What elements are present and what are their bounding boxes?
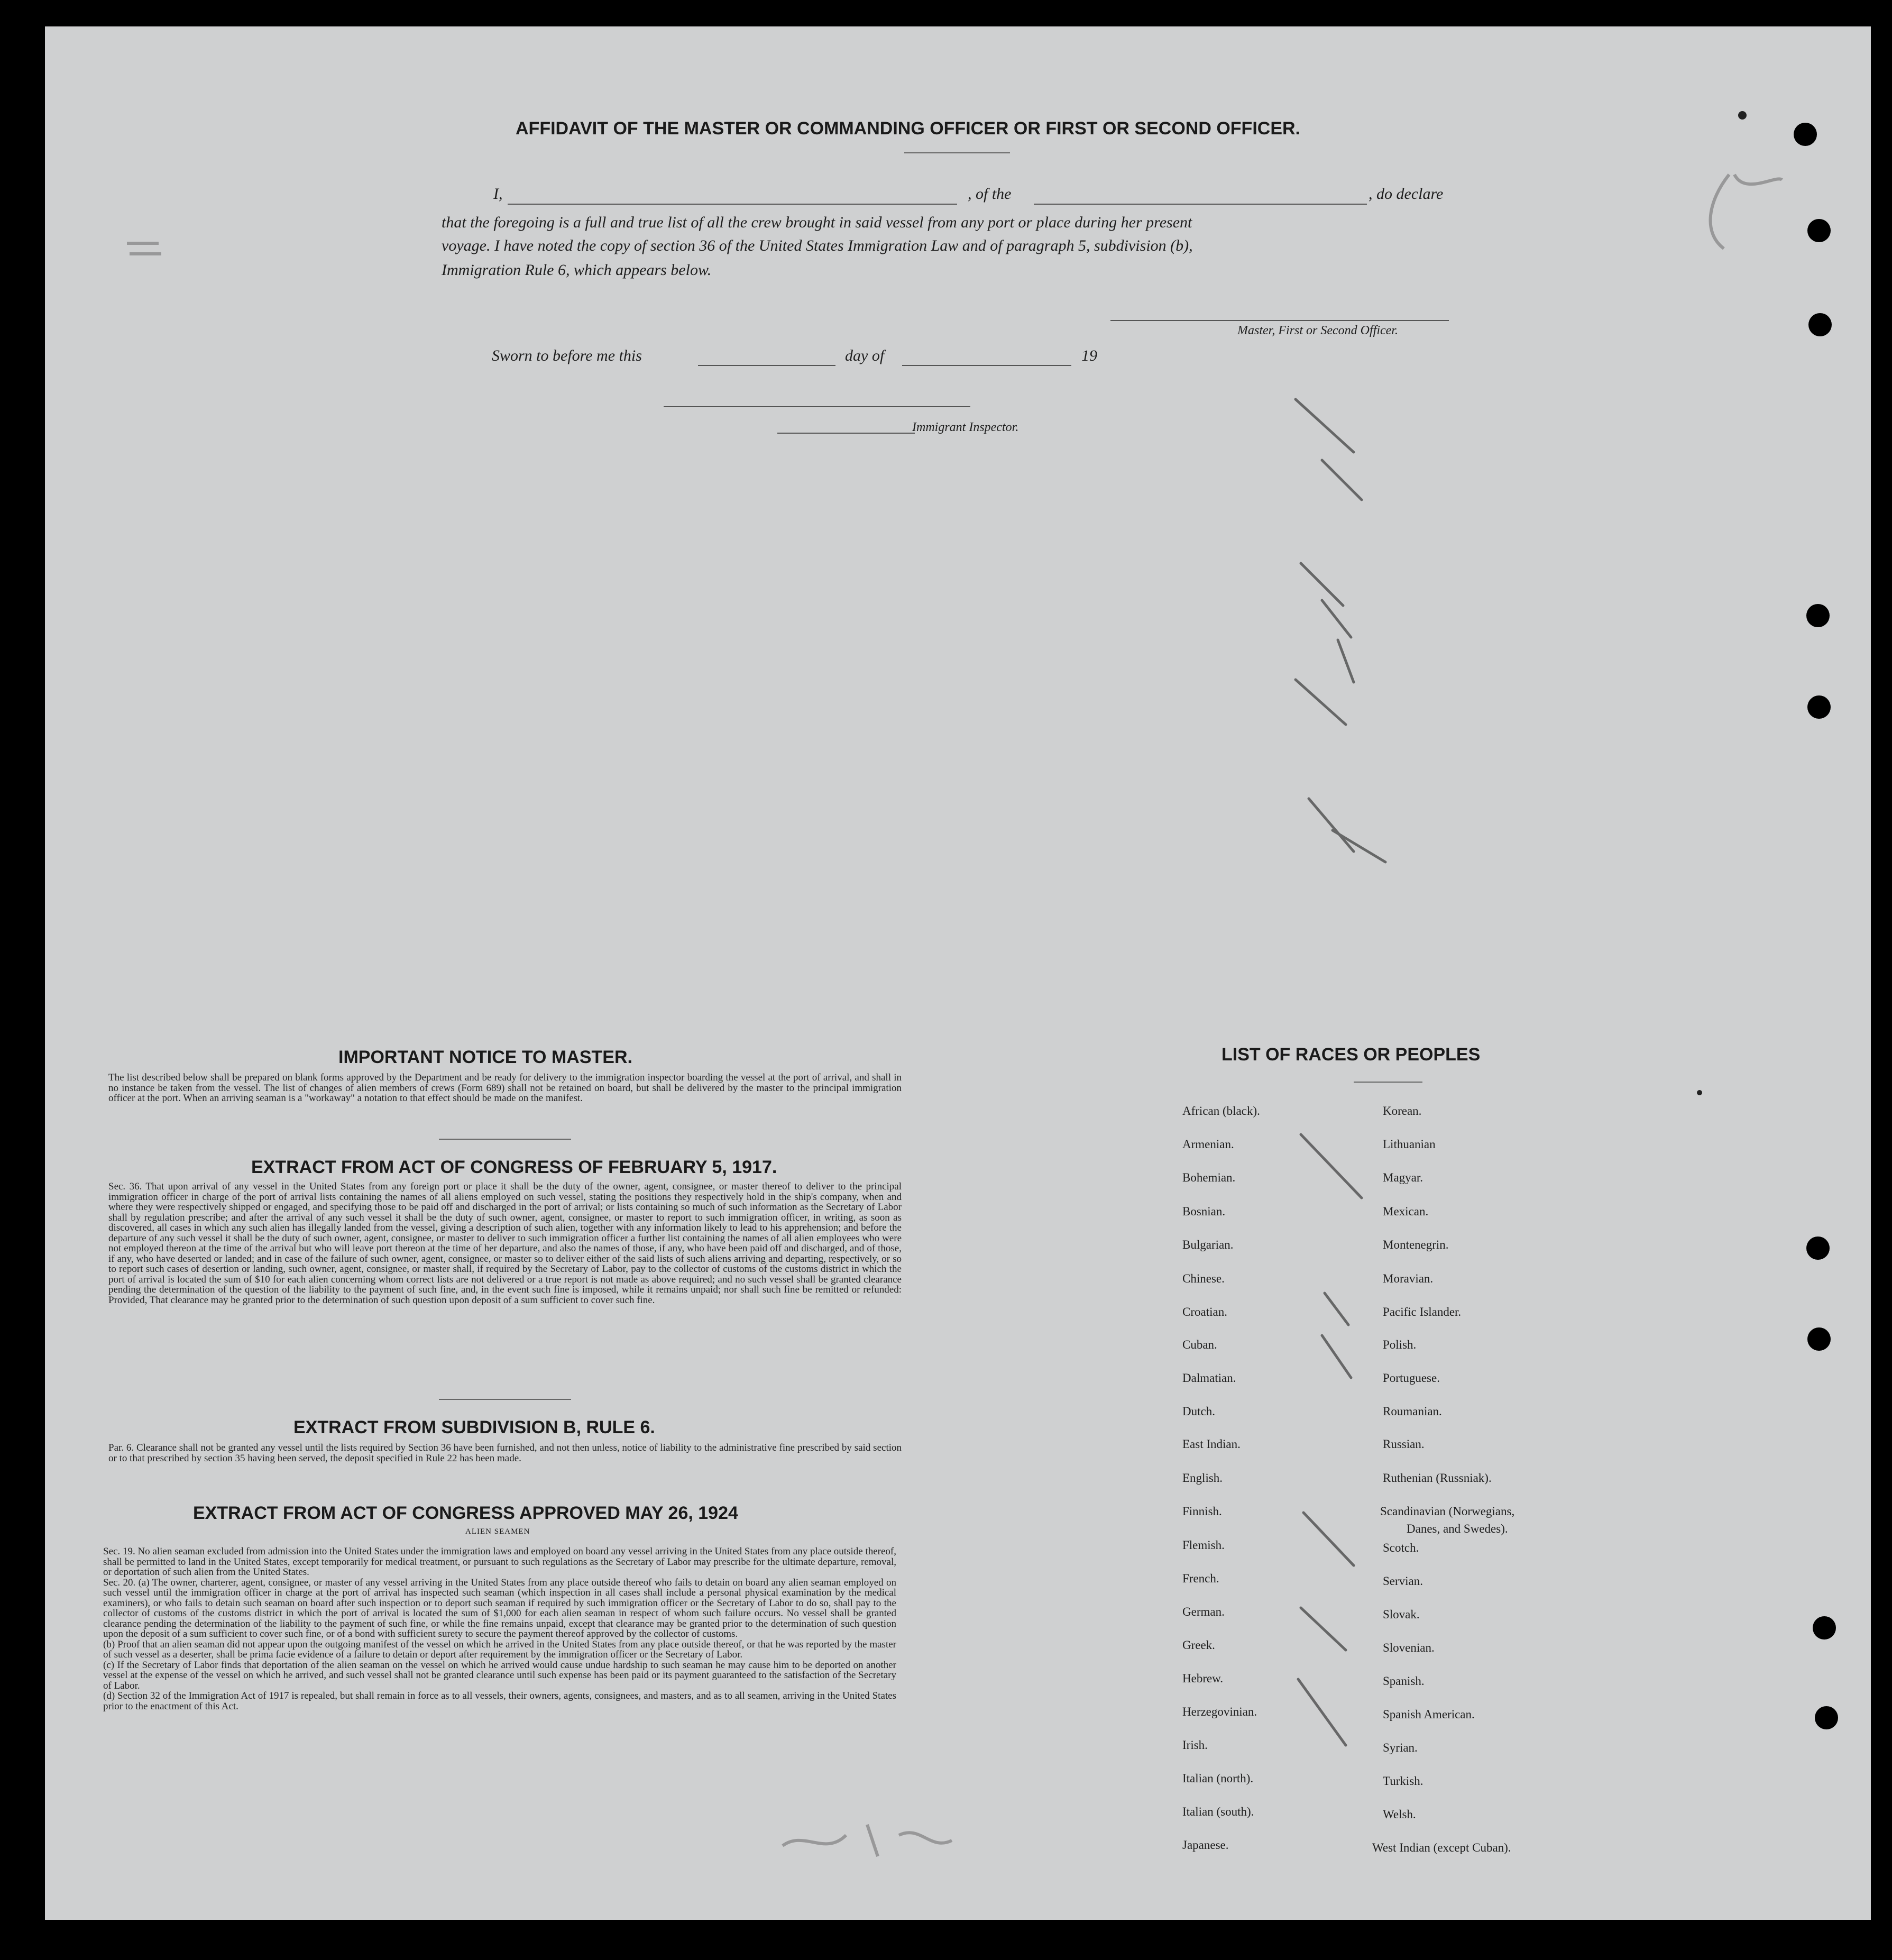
race-left-item: Dalmatian. — [1182, 1371, 1236, 1385]
race-left-item: Dutch. — [1182, 1405, 1215, 1418]
notice-text: The list described below shall be prepared on blank forms approved by the Department and be ready for delivery to the immigration inspector boarding the vessel at the port of arrival, and shall in no instance be taken from the vessel. The list of changes of alien members of crews (Form 689) shall not be retained on board, but shall be delivered by the master to the principal immigration officer at the port. When an arriving seaman is a "workaway" a notation to that effect should be made on the manifest. — [108, 1072, 902, 1104]
extract-1924-text: Sec. 19. No alien seaman excluded from admission into the United States under the immigration laws and employed on board any vessel arriving in the United States from any place outside thereof, shall be permitted to land in the United States, except temporarily for medical treatment, or pursuant to such regulations as the Secretary of Labor may prescribe for the ultimate departure, removal, or deportation of such alien from the United States. Sec. 20. (a) The owner, charterer, agent, consignee, or master of any vessel arriving in the United States from any place outside thereof who fails to detain on board any alien seaman employed on such vessel until the immigration officer in charge at the port of arrival has inspected such seaman (which inspection in all cases shall include a personal physical examination by the medical examiners), or who fails to detain such seaman on board after such inspection or to deport such seaman if required by such immigration officer or the Secretary of Labor to do so, shall pay to the collector of customs of the customs district in which the port of arrival is located the sum of $1,000 for each alien seaman in respect of whom such failure occurs. No vessel shall be granted clearance pending the determination of the liability to the payment of such fine, or while the fine remains unpaid, except that clearance may be granted prior to the determination of such question upon the deposit of a sum sufficient to cover such fine, or of a bond with sufficient surety to secure the payment thereof approved by the collector of customs. (b) Proof that an alien seaman did not appear upon the outgoing manifest of the vessel on which he arrived in the United States from any place outside thereof, or that he was reported by the master of such vessel as a deserter, shall be prima facie evidence of a failure to detain or deport after requirement by the immigration officer or the Secretary of Labor. (c) If the Secretary of Labor finds that deportation of the alien seaman on the vessel on which he arrived would cause undue hardship to such seaman he may cause him to be deported on another vessel at the expense of the vessel on which he arrived, and such vessel shall not be granted clearance until such expense has been paid or its payment guaranteed to the satisfaction of the Secretary of Labor. (d) Section 32 of the Immigration Act of 1917 is repealed, but shall remain in force as to all vessels, their owners, agents, consignees, and masters, and as to all seamen, arriving in the United States prior to the enactment of this Act. — [103, 1546, 896, 1712]
affiant-name-field[interactable] — [508, 204, 957, 205]
race-left-item: Finnish. — [1182, 1505, 1222, 1518]
notice-title: IMPORTANT NOTICE TO MASTER. — [338, 1047, 632, 1067]
race-left-item: Bulgarian. — [1182, 1238, 1234, 1251]
race-right-item: Korean. — [1383, 1104, 1422, 1118]
race-right-item: Russian. — [1383, 1437, 1425, 1451]
binder-hole — [1807, 1327, 1831, 1351]
race-left-item: Armenian. — [1182, 1138, 1234, 1151]
day-of-label: day of — [845, 347, 885, 364]
race-left-item: Hebrew. — [1182, 1672, 1224, 1685]
races-title-rule — [1354, 1082, 1422, 1083]
race-left-item: Flemish. — [1182, 1538, 1225, 1552]
affidavit-line-3: voyage. I have noted the copy of section 36 of the United States Immigration Law and of paragraph 5, subdivision (b), — [442, 237, 1193, 254]
race-left-item: Japanese. — [1182, 1838, 1229, 1852]
race-right-item: Ruthenian (Russniak). — [1383, 1471, 1492, 1485]
race-right-item: Mexican. — [1383, 1205, 1429, 1218]
race-left-item: Cuban. — [1182, 1338, 1217, 1351]
year-prefix-label: 19 — [1081, 347, 1097, 364]
race-right-item: Spanish. — [1383, 1674, 1425, 1688]
affidavit-of-the-label: , of the — [968, 185, 1012, 203]
race-right-item: Scotch. — [1383, 1541, 1419, 1554]
affidavit-title-rule — [904, 152, 1010, 153]
race-right-item: Portuguese. — [1383, 1371, 1440, 1385]
race-right-item: Lithuanian — [1383, 1138, 1436, 1151]
race-left-item: Croatian. — [1182, 1305, 1227, 1318]
binder-hole — [1794, 123, 1817, 146]
race-right-item: Turkish. — [1383, 1774, 1423, 1788]
race-left-item: French. — [1182, 1572, 1219, 1585]
race-left-item: German. — [1182, 1605, 1225, 1618]
binder-hole — [1806, 1237, 1830, 1260]
race-right-continuation: Danes, and Swedes). — [1407, 1522, 1508, 1535]
inspector-name-field[interactable] — [777, 433, 915, 434]
notice-rule — [439, 1139, 571, 1140]
race-right-item: West Indian (except Cuban). — [1372, 1841, 1511, 1854]
race-right-item: Welsh. — [1383, 1808, 1416, 1821]
inspector-signature-field[interactable] — [664, 406, 970, 407]
affidavit-declare-label: , do declare — [1369, 185, 1444, 203]
affidavit-i-label: I, — [493, 185, 503, 203]
extract-rule6-title: EXTRACT FROM SUBDIVISION B, RULE 6. — [293, 1417, 655, 1437]
race-right-item: Spanish American. — [1383, 1708, 1475, 1721]
race-right-item: Syrian. — [1383, 1741, 1418, 1754]
race-right-item: Servian. — [1383, 1574, 1423, 1588]
sworn-month-field[interactable] — [902, 365, 1071, 366]
race-right-item: Slovenian. — [1383, 1641, 1435, 1654]
extract-1917-rule — [439, 1399, 571, 1400]
race-right-item: Scandinavian (Norwegians, — [1380, 1505, 1515, 1518]
race-right-item: Pacific Islander. — [1383, 1305, 1462, 1318]
inspector-label: Immigrant Inspector. — [912, 420, 1019, 434]
race-left-item: Italian (south). — [1182, 1805, 1254, 1818]
vessel-name-field[interactable] — [1034, 204, 1367, 205]
binder-hole — [1813, 1616, 1836, 1640]
race-left-item: Greek. — [1182, 1638, 1215, 1652]
race-left-item: Italian (north). — [1182, 1772, 1254, 1785]
race-right-item: Moravian. — [1383, 1272, 1434, 1285]
sworn-day-field[interactable] — [698, 365, 835, 366]
race-left-item: Irish. — [1182, 1738, 1208, 1752]
race-left-item: Bohemian. — [1182, 1171, 1236, 1184]
races-title: LIST OF RACES OR PEOPLES — [1221, 1045, 1481, 1065]
sworn-label: Sworn to before me this — [492, 347, 642, 364]
race-right-item: Montenegrin. — [1383, 1238, 1449, 1251]
extract-1924-subtitle: ALIEN SEAMEN — [465, 1527, 530, 1536]
extract-1917-title: EXTRACT FROM ACT OF CONGRESS OF FEBRUARY 5, 1917. — [251, 1157, 777, 1177]
race-left-item: Bosnian. — [1182, 1205, 1226, 1218]
binder-hole — [1807, 695, 1831, 719]
master-signature-label: Master, First or Second Officer. — [1237, 324, 1398, 337]
race-left-item: Herzegovinian. — [1182, 1705, 1257, 1718]
extract-1924-title: EXTRACT FROM ACT OF CONGRESS APPROVED MAY 26, 1924 — [193, 1503, 738, 1523]
affidavit-line-2: that the foregoing is a full and true list of all the crew brought in said vessel from any port or place during her present — [442, 214, 1192, 231]
race-left-item: East Indian. — [1182, 1437, 1241, 1451]
race-right-item: Slovak. — [1383, 1608, 1420, 1621]
binder-hole — [1815, 1706, 1838, 1729]
affidavit-title: AFFIDAVIT OF THE MASTER OR COMMANDING OFFICER OR FIRST OR SECOND OFFICER. — [516, 118, 1300, 139]
master-signature-field[interactable] — [1110, 320, 1449, 321]
extract-rule6-text: Par. 6. Clearance shall not be granted any vessel until the lists required by Section 36 have been furnished, and not then unless, notice of liability to the administrative fine prescribed by said section or to that prescribed by section 35 having been served, the deposit specified in Rule 22 has been made. — [108, 1442, 902, 1464]
race-right-item: Magyar. — [1383, 1171, 1423, 1184]
binder-hole — [1808, 313, 1832, 336]
race-right-item: Polish. — [1383, 1338, 1417, 1351]
binder-hole — [1807, 219, 1831, 242]
affidavit-line-4: Immigration Rule 6, which appears below. — [442, 261, 712, 279]
race-left-item: English. — [1182, 1471, 1223, 1485]
race-left-item: African (black). — [1182, 1104, 1260, 1118]
binder-hole — [1806, 604, 1830, 627]
extract-1917-text: Sec. 36. That upon arrival of any vessel in the United States from any foreign port or place it shall be the duty of the owner, agent, consignee, or master thereof to deliver to the principal immigration officer in charge of the port of arrival lists containing the names of all aliens employed on such vessel, stating the positions they respectively hold in the ship's company, when and where they were respectively shipped or engaged, and specifying those to be paid off and discharged in the port of arrival; or lists containing so much of such information as the Secretary of Labor shall by regulation prescribe; and after the arrival of any such vessel it shall be the duty of such owner, agent, consignee, or master to report to such immigration officer, in writing, as soon as discovered, all cases in which any such alien has illegally landed from the vessel, giving a description of such alien, together with any information likely to lead to his apprehension; and before the departure of any such vessel it shall be the duty of such owner, agent, consignee, or master to deliver to such immigration officer a further list containing the names of all alien employees who were not employed thereon at the time of the arrival but who will leave port thereon at the time of her departure, and also the names of those, if any, who have been paid off and discharged, and of those, if any, who have deserted or landed; and in case of the failure of such owner, agent, consignee, or master so to deliver either of the said lists of such aliens arriving and departing, respectively, or so to report such cases of desertion or landing, such owner, agent, consignee, or master shall, if required by the Secretary of Labor, pay to the collector of customs of the customs district in which the port of arrival is located the sum of $10 for each alien concerning whom correct lists are not delivered or a true report is not made as above required; and no such vessel shall be granted clearance pending the determination of the question of the liability to the payment of such fine, and, in the event such fine is imposed, while it remains unpaid; nor shall such fine be remitted or refunded: Provided, That clearance may be granted prior to the determination of such question upon deposit of a sum sufficient to cover such fine. — [108, 1181, 902, 1306]
race-right-item: Roumanian. — [1383, 1405, 1442, 1418]
race-left-item: Chinese. — [1182, 1272, 1225, 1285]
